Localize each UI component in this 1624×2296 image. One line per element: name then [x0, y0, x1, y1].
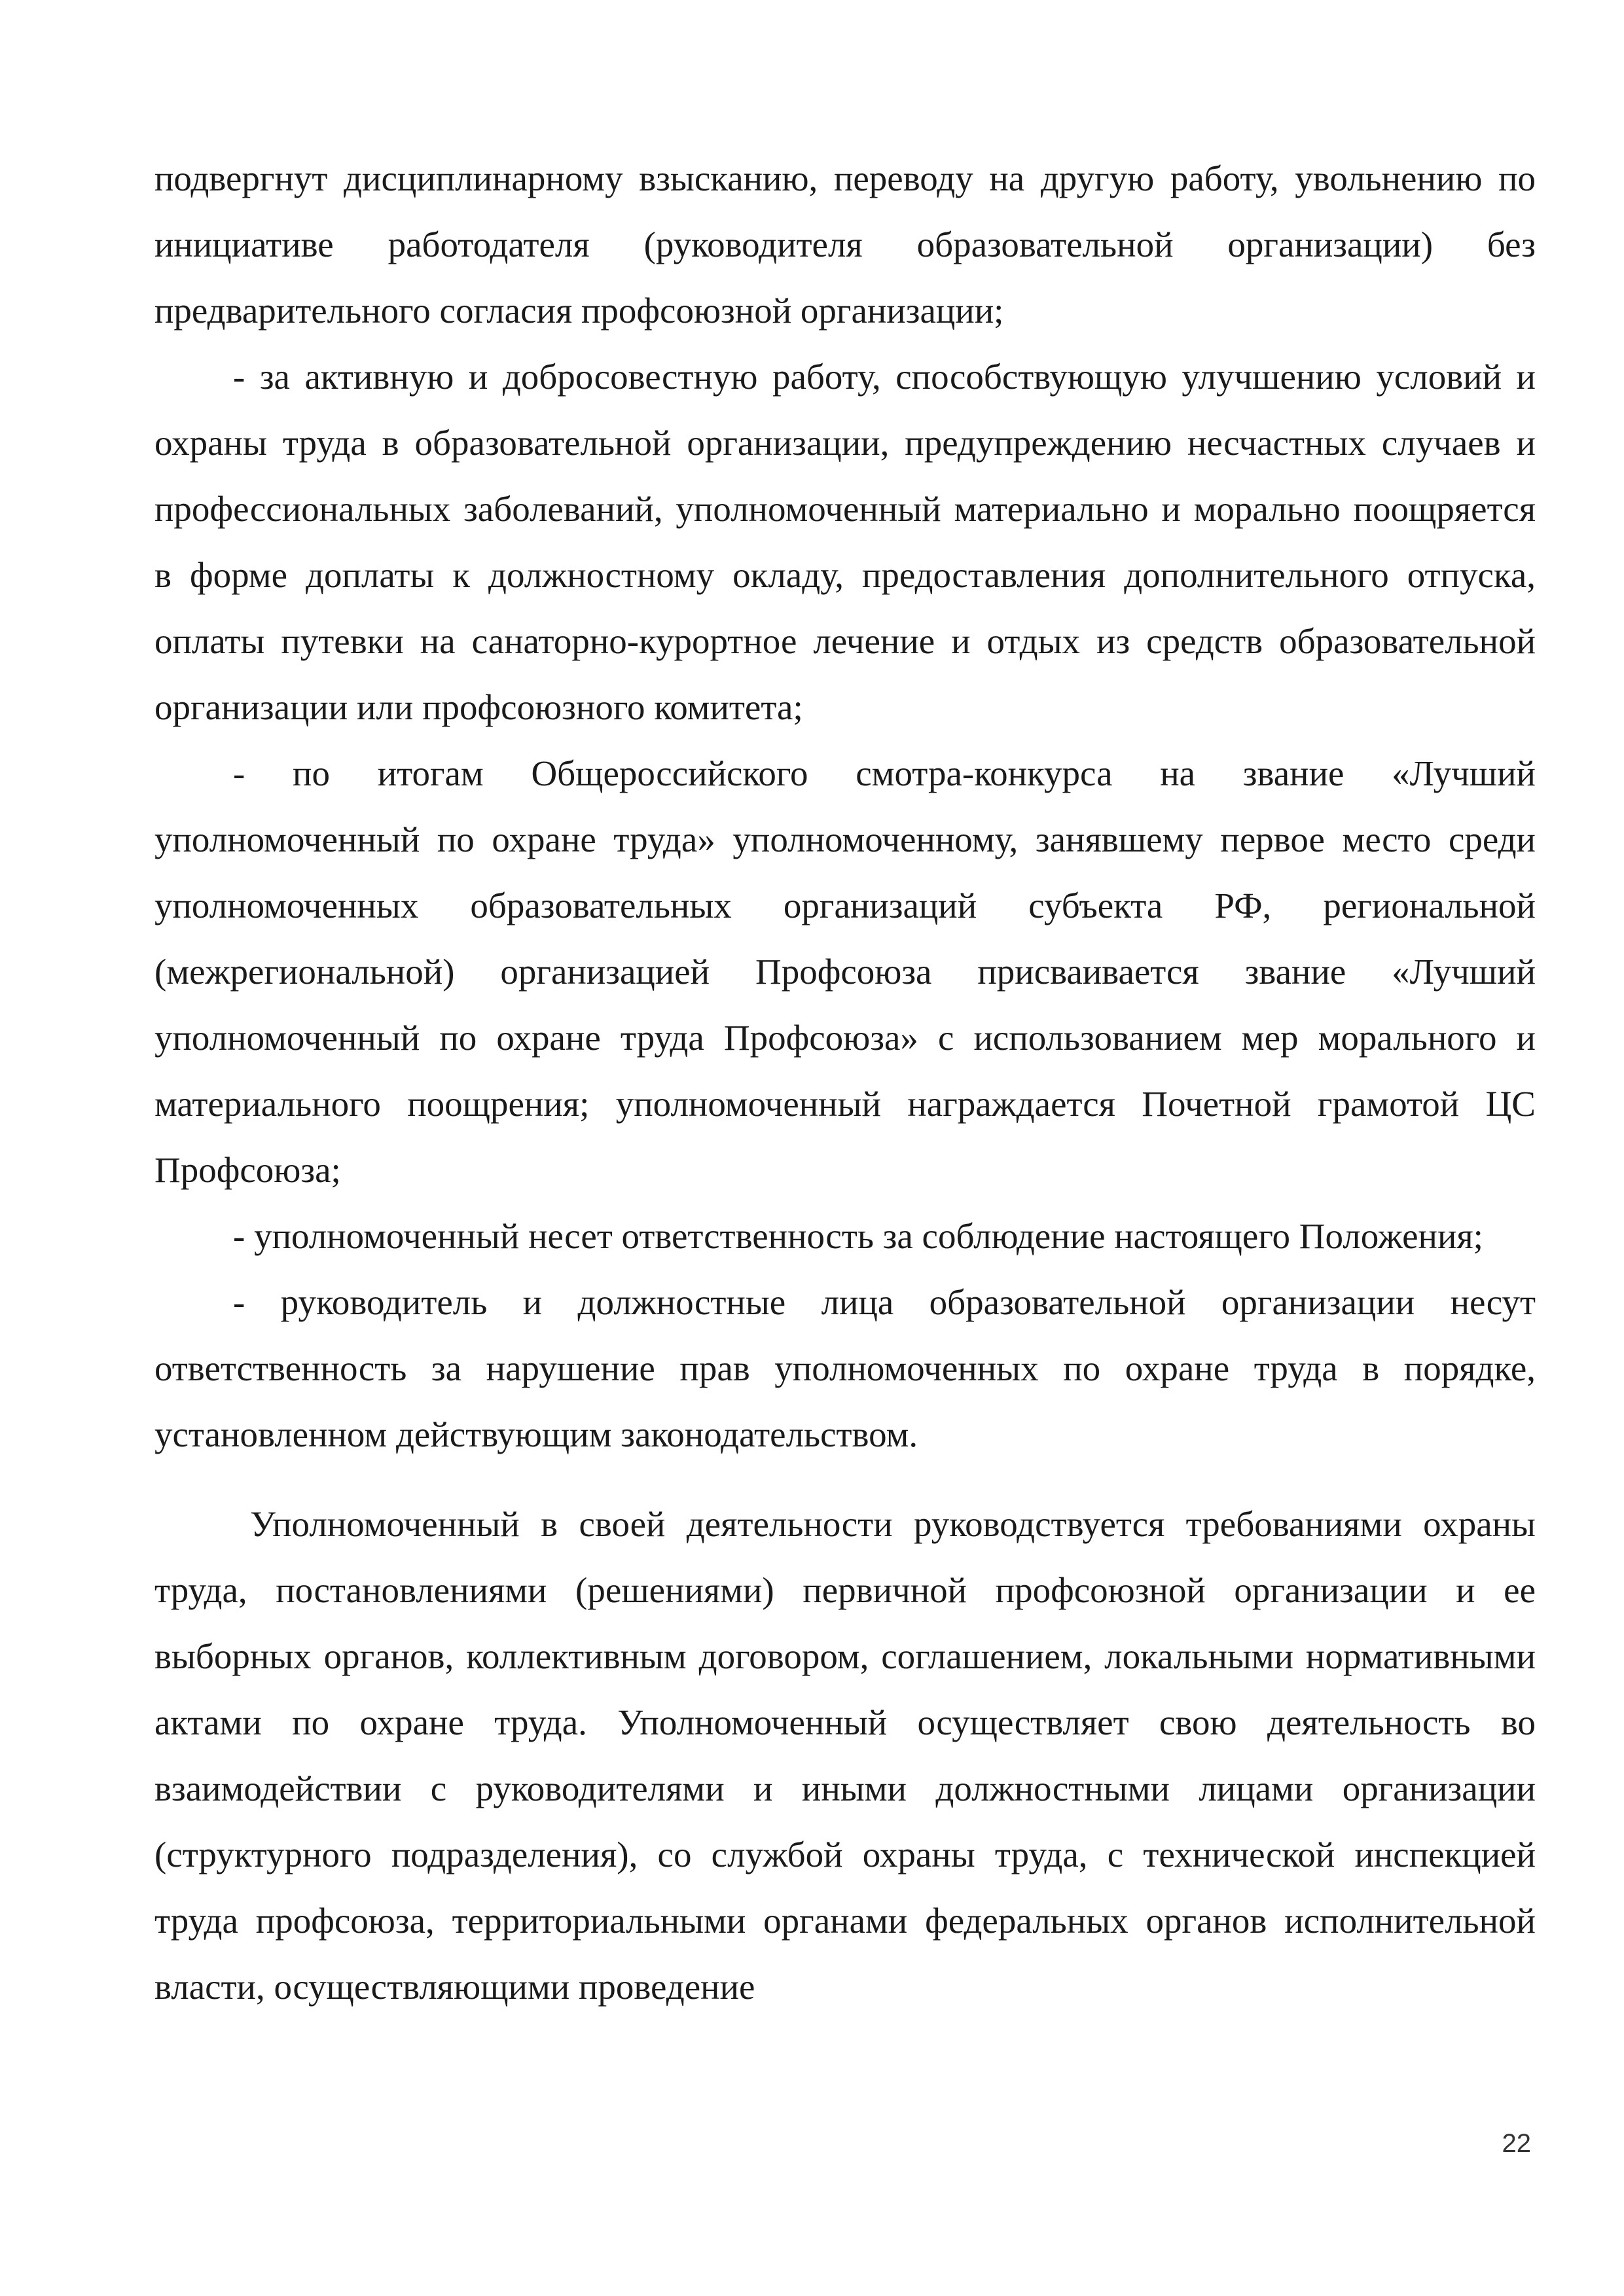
list-item-responsibility: - уполномоченный несет ответственность за соблюдение настоящего Положения;	[233, 1216, 1483, 1256]
page-body	[154, 145, 1536, 2020]
page-number: 22	[1502, 2129, 1531, 2158]
list-item-management-liability: - руководитель и должностные лица образовательной организации несут ответственность за нарушение прав уполномоченных по охране труда в порядке, установленном действующим законодательством.	[154, 1282, 1536, 1454]
list-item-incentives: - за активную и добросовестную работу, способствующую улучшению условий и охраны труда в образовательной организации, предупреждению несчастных случаев и профессиональных заболеваний, уполномоченный материально и морально поощряется в форме доплаты к должностному окладу, предоставления дополнительного отпуска, оплаты путевки на санаторно-курортное лечение и отдых из средств образовательной организации или профсоюзного комитета;	[154, 357, 1536, 727]
paragraph-guidelines: Уполномоченный в своей деятельности руководствуется требованиями охраны труда, постановлениями (решениями) первичной профсоюзной организации и ее выборных органов, коллективным договором, соглашением, локальными нормативными актами по охране труда. Уполномоченный осуществляет свою деятельность во взаимодействии с руководителями и иными должностными лицами организации (структурного подразделения), со службой охраны труда, с технической инспекцией труда профсоюза, территориальными органами федеральных органов исполнительной власти, осуществляющими проведение	[154, 1504, 1536, 2007]
paragraph-continuation: подвергнут дисциплинарному взысканию, переводу на другую работу, увольнению по инициативе работодателя (руководителя образовательной организации) без предварительного согласия профсоюзной организации;	[154, 158, 1536, 331]
list-item-contest-award: - по итогам Общероссийского смотра-конкурса на звание «Лучший уполномоченный по охране труда» уполномоченному, занявшему первое место среди уполномоченных образовательных организаций субъекта РФ, региональной (межрегиональной) организацией Профсоюза присваивается звание «Лучший уполномоченный по охране труда Профсоюза» с использованием мер морального и материального поощрения; уполномоченный награждается Почетной грамотой ЦС Профсоюза;	[154, 753, 1536, 1190]
